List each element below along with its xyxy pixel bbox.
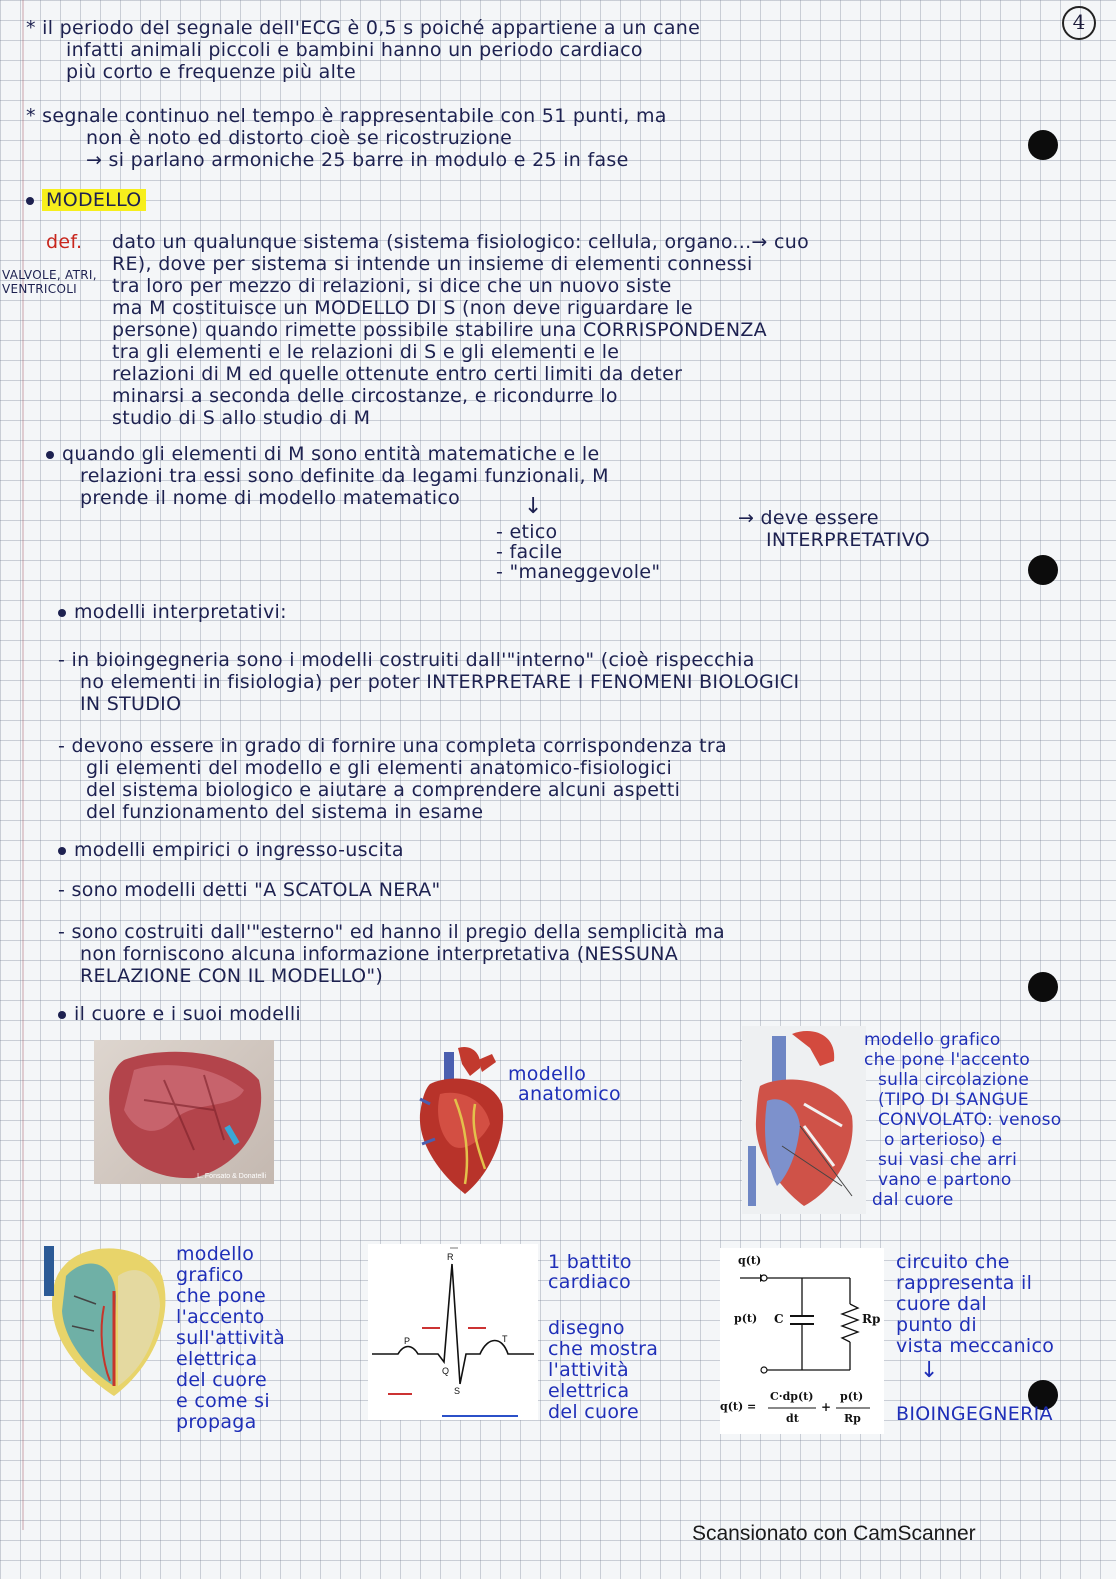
ecg-q-label: Q — [442, 1366, 450, 1376]
bioengineering-label: BIOINGEGNERIA — [896, 1403, 1053, 1425]
intro-line: infatti animali piccoli e bambini hanno un periodo cardiaco — [66, 39, 643, 61]
empirical-point: non forniscono alcuna informazione interpretativa (NESSUNA — [80, 943, 679, 965]
scanner-watermark: Scansionato con CamScanner — [692, 1522, 976, 1545]
electric-line: e come si — [176, 1390, 270, 1412]
binder-hole — [1028, 972, 1058, 1002]
empirical-heading-row — [58, 840, 404, 861]
signal-line: * segnale continuo nel tempo è rappresentabile con 51 punti, ma — [26, 105, 667, 127]
formula-num1: C·dp(t) — [770, 1390, 814, 1403]
math-model-line: relazioni tra essi sono definite da legami funzionali, M — [80, 465, 609, 487]
math-must-be: → deve essere — [738, 507, 879, 529]
circuit-c-label: C — [774, 1312, 784, 1326]
definition-line: persone) quando rimette possibile stabilire una CORRISPONDENZA — [112, 319, 767, 341]
ecg-t-label: T — [502, 1334, 508, 1344]
rc-circuit-image — [720, 1248, 884, 1434]
formula-den2: Rp — [844, 1412, 861, 1425]
electric-line: sull'attività — [176, 1327, 286, 1349]
electric-line: l'accento — [176, 1306, 265, 1328]
circulation-line: CONVOLATO: venoso — [878, 1110, 1062, 1130]
circulation-heart-image — [742, 1026, 866, 1214]
binder-hole — [1028, 555, 1058, 585]
page-number: 4 — [1062, 6, 1096, 40]
electric-line: grafico — [176, 1264, 244, 1286]
formula-lhs: q(t) = — [720, 1400, 757, 1413]
definition-line: RE), dove per sistema si intende un insieme di elementi connessi — [112, 253, 753, 275]
interpretive-point: gli elementi del modello e gli elementi anatomico-fisiologici — [86, 757, 673, 779]
math-property: - "maneggevole" — [496, 561, 661, 583]
electric-line: del cuore — [176, 1369, 267, 1391]
heartbeat-label: 1 battito — [548, 1251, 632, 1273]
definition-line: studio di S allo studio di M — [112, 407, 371, 429]
electric-line: elettrica — [176, 1348, 258, 1370]
math-property: - etico — [496, 521, 558, 543]
model-heading-row — [26, 190, 146, 211]
definition-line: minarsi a seconda delle circostanze, e ricondurre lo — [112, 385, 618, 407]
interpretive-point: del funzionamento del sistema in esame — [86, 801, 484, 823]
arrow-down-icon: ↓ — [920, 1358, 939, 1383]
heartbeat-desc-line: elettrica — [548, 1380, 630, 1402]
arrow-down-icon: ↓ — [524, 494, 543, 519]
conduction-heart-image — [44, 1236, 176, 1400]
math-model-line: quando gli elementi di M sono entità matematiche e le — [62, 443, 600, 465]
heartbeat-desc-line: che mostra — [548, 1338, 659, 1360]
definition-line: dato un qualunque sistema (sistema fisiologico: cellula, organo...→ cuo — [112, 231, 809, 253]
empirical-point: - sono costruiti dall'"esterno" ed hanno il pregio della semplicità ma — [58, 921, 725, 943]
definition-line: ma M costituisce un MODELLO DI S (non deve riguardare le — [112, 297, 693, 319]
interpretive-heading: modelli interpretativi: — [74, 601, 287, 623]
interpretive-heading-row — [58, 602, 287, 623]
formula-den1: dt — [786, 1412, 799, 1425]
electric-notes — [176, 1244, 285, 1433]
interpretive-point: del sistema biologico e aiutare a comprendere alcuni aspetti — [86, 779, 681, 801]
circuit-desc-line: vista meccanico — [896, 1335, 1055, 1357]
model-heading: MODELLO — [42, 189, 146, 211]
bullet-icon — [26, 197, 34, 205]
circuit-q-label: q(t) — [738, 1254, 762, 1267]
electric-line: che pone — [176, 1285, 267, 1307]
heartbeat-desc-line: disegno — [548, 1317, 625, 1339]
definition-line: tra gli elementi e le relazioni di S e gli elementi e le — [112, 341, 620, 363]
heartbeat-desc — [548, 1318, 658, 1423]
math-interpretive: INTERPRETATIVO — [766, 529, 930, 551]
circuit-desc-line: rappresenta il — [896, 1272, 1033, 1294]
photo-caption: L. Fonsato & Donatelli — [197, 1173, 266, 1180]
ecg-beat-image — [368, 1244, 538, 1420]
circuit-p-label: p(t) — [734, 1312, 758, 1325]
circuit-desc — [896, 1252, 1054, 1357]
electric-line: propaga — [176, 1411, 257, 1433]
circulation-line: dal cuore — [872, 1190, 954, 1210]
interpretive-point: - devono essere in grado di fornire una completa corrispondenza tra — [58, 735, 727, 757]
heart-models-heading: il cuore e i suoi modelli — [74, 1003, 301, 1025]
ecg-r-label: R — [447, 1252, 454, 1262]
bullet-icon — [46, 451, 54, 459]
circuit-desc-line: circuito che — [896, 1251, 1010, 1273]
circulation-line: sulla circolazione — [878, 1070, 1030, 1090]
circuit-rp-label: Rp — [862, 1312, 881, 1326]
intro-line: * il periodo del segnale dell'ECG è 0,5 s poiché appartiene a un cane — [26, 17, 701, 39]
circulation-line: modello grafico — [864, 1030, 1001, 1050]
circuit-desc-line: punto di — [896, 1314, 977, 1336]
circulation-line: (TIPO DI SANGUE — [878, 1090, 1029, 1110]
empirical-heading: modelli empirici o ingresso-uscita — [74, 839, 404, 861]
interpretive-point: no elementi in fisiologia) per poter INTERPRETARE I FENOMENI BIOLOGICI — [80, 671, 800, 693]
ecg-p-label: P — [404, 1336, 411, 1346]
bullet-icon — [58, 609, 66, 617]
empirical-point: - sono modelli detti "A SCATOLA NERA" — [58, 879, 441, 901]
anatomical-label: anatomico — [518, 1083, 621, 1105]
heartbeat-label: cardiaco — [548, 1271, 632, 1293]
margin-line — [22, 0, 24, 1530]
ecg-s-label: S — [454, 1386, 461, 1396]
anatomical-label: modello — [508, 1063, 587, 1085]
heartbeat-desc-line: del cuore — [548, 1401, 639, 1423]
heart-models-heading-row — [58, 1004, 301, 1025]
intro-line: più corto e frequenze più alte — [66, 61, 356, 83]
definition-label: def. — [46, 231, 83, 253]
formula-plus: + — [821, 1400, 832, 1414]
definition-line: tra loro per mezzo di relazioni, si dice che un nuovo siste — [112, 275, 672, 297]
circulation-line: che pone l'accento — [864, 1050, 1031, 1070]
anatomical-heart-image — [410, 1044, 510, 1200]
bullet-icon — [58, 1011, 66, 1019]
circulation-line: sui vasi che arri — [878, 1150, 1018, 1170]
circulation-line: o arterioso) e — [884, 1130, 1003, 1150]
circulation-line: vano e partono — [878, 1170, 1012, 1190]
definition-line: relazioni di M ed quelle ottenute entro certi limiti da deter — [112, 363, 683, 385]
electric-line: modello — [176, 1243, 255, 1265]
empirical-point: RELAZIONE CON IL MODELLO") — [80, 965, 384, 987]
signal-line: → si parlano armoniche 25 barre in modulo e 25 in fase — [86, 149, 629, 171]
formula-num2: p(t) — [840, 1390, 864, 1403]
math-model-line: prende il nome di modello matematico — [80, 487, 461, 509]
circuit-desc-line: cuore dal — [896, 1293, 987, 1315]
signal-line: non è noto ed distorto cioè se ricostruzione — [86, 127, 513, 149]
circulation-notes — [864, 1030, 1062, 1210]
definition-margin-note: VALVOLE, ATRI, VENTRICOLI — [2, 268, 97, 296]
heart-photo — [94, 1040, 274, 1184]
math-model-row — [46, 444, 599, 465]
math-property: - facile — [496, 541, 563, 563]
interpretive-point: - in bioingegneria sono i modelli costruiti dall'"interno" (cioè rispecchia — [58, 649, 755, 671]
interpretive-point: IN STUDIO — [80, 693, 182, 715]
heartbeat-desc-line: l'attività — [548, 1359, 629, 1381]
bullet-icon — [58, 847, 66, 855]
binder-hole — [1028, 130, 1058, 160]
